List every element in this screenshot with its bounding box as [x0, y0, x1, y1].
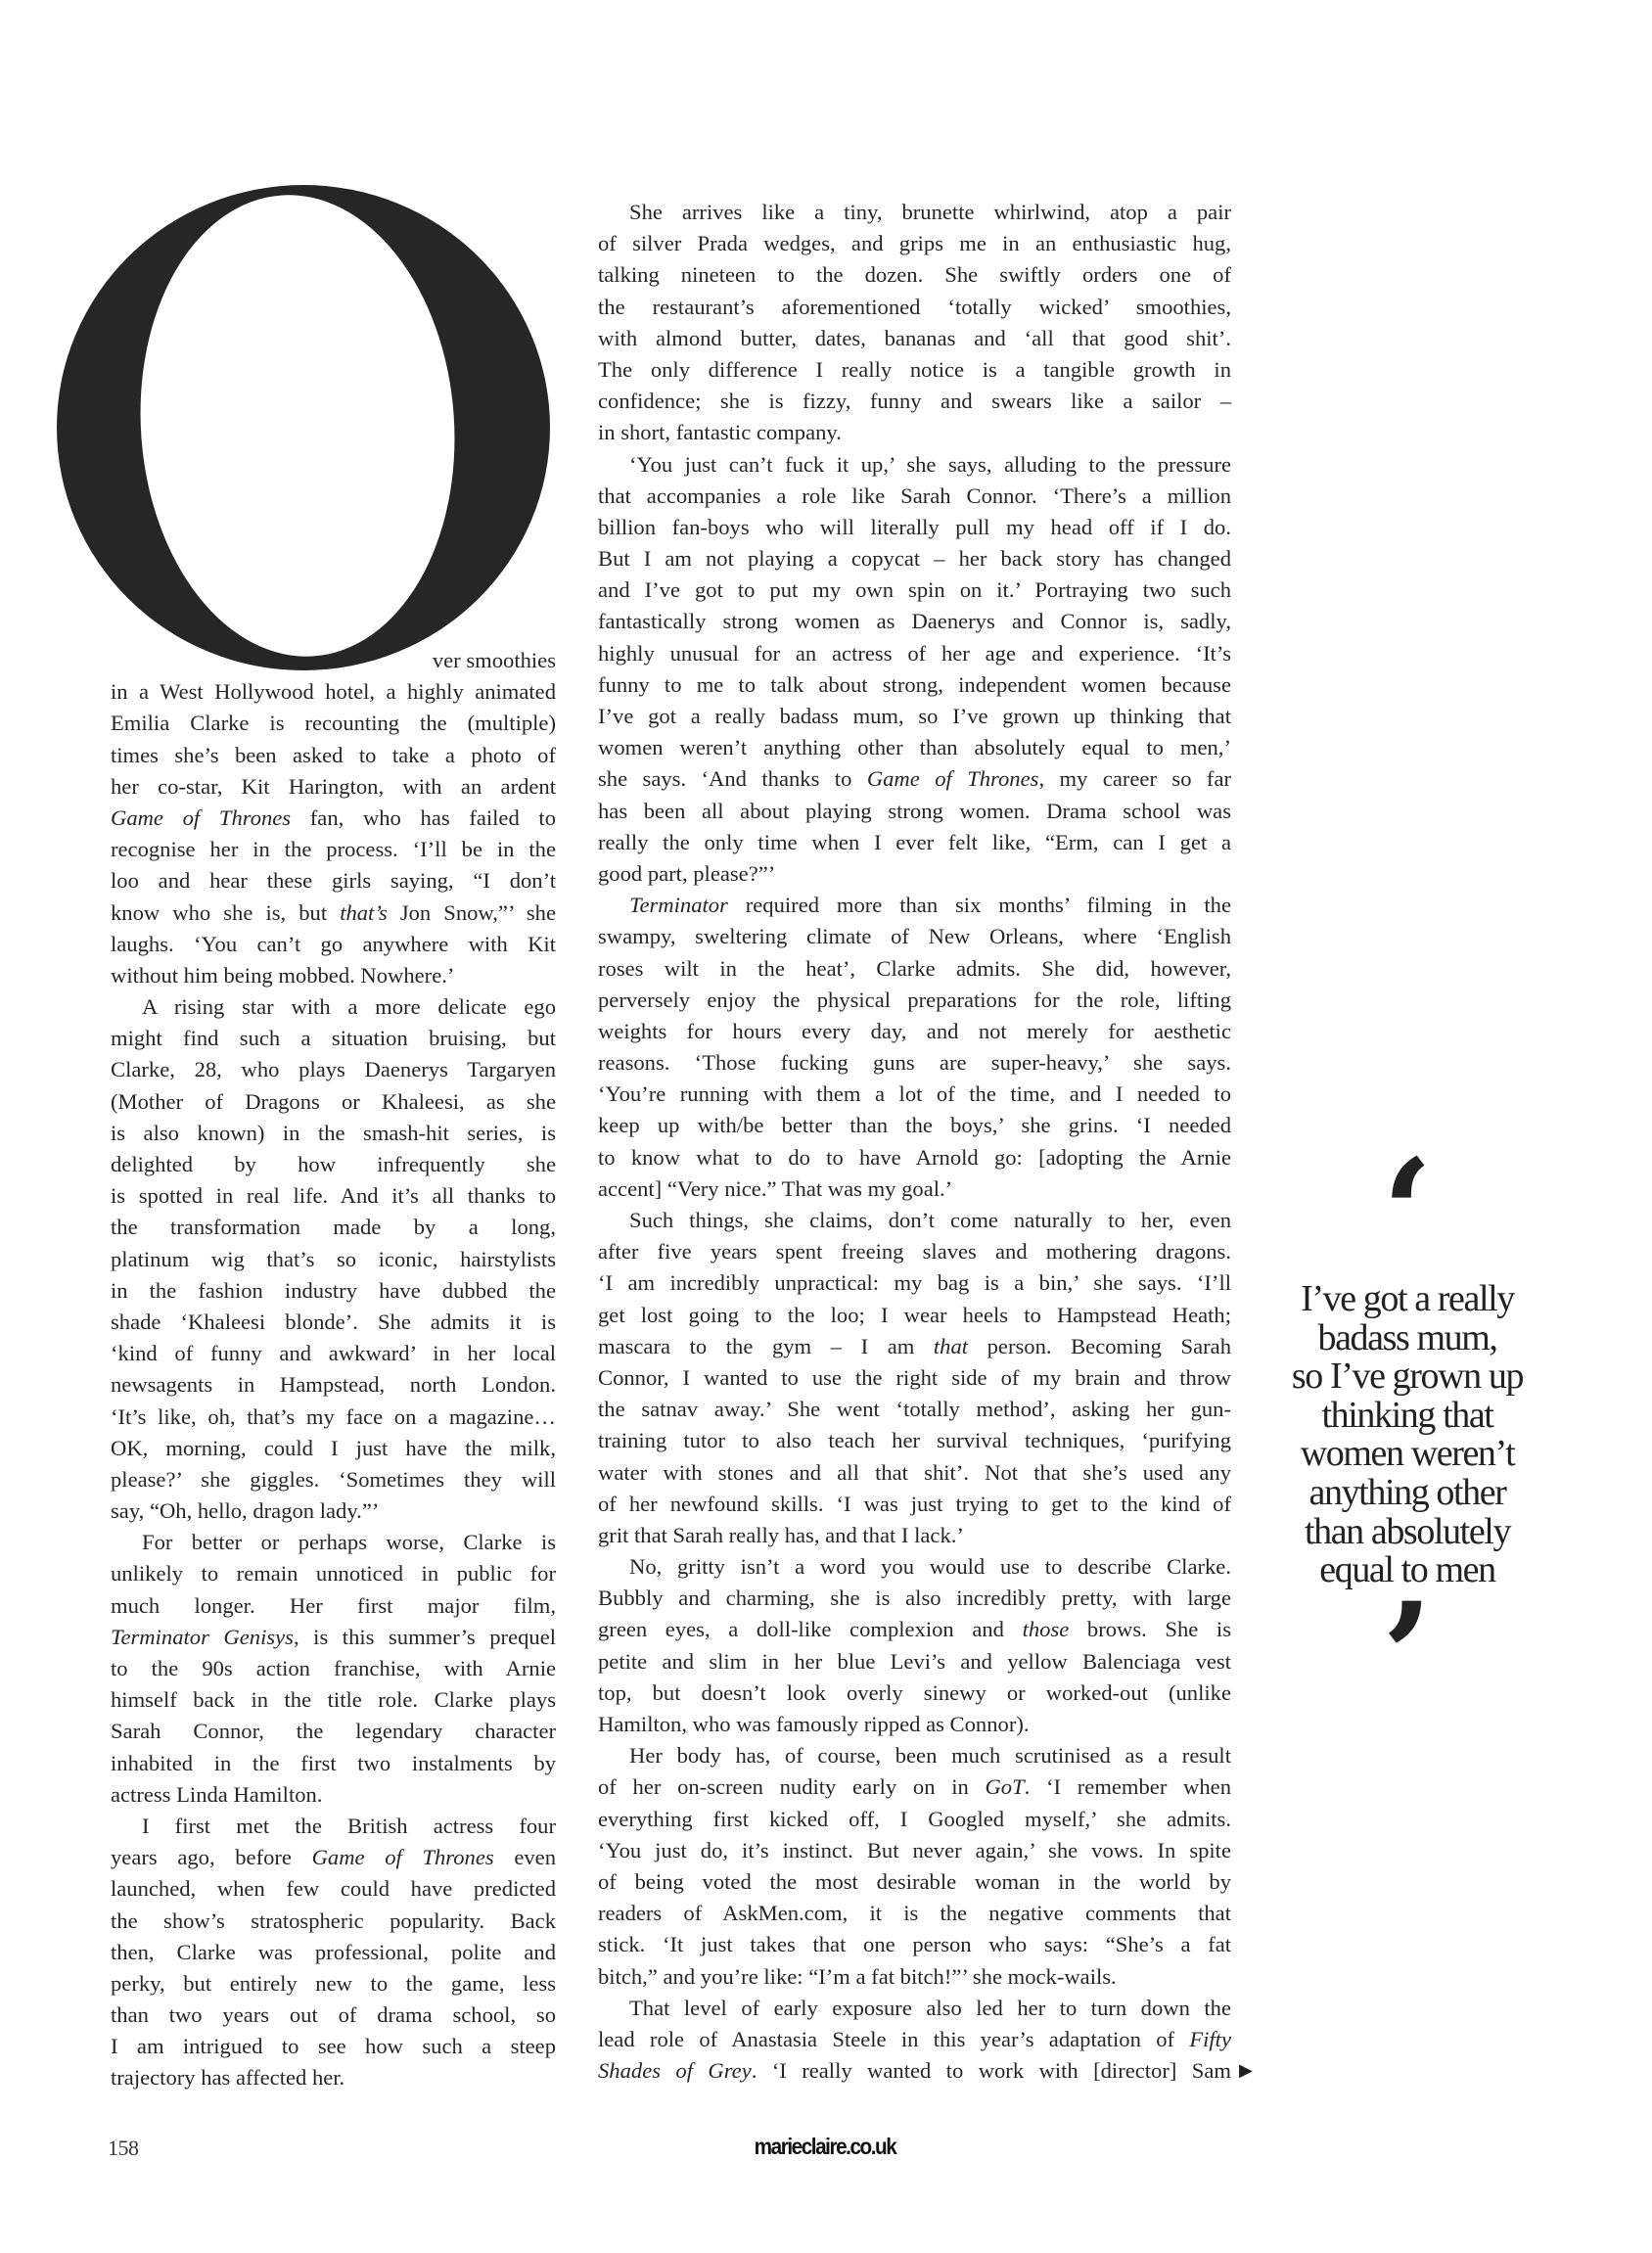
text-segment: she says. ‘And thanks to	[598, 766, 867, 792]
text-segment: I am intrigued to see how such a steep	[111, 2034, 556, 2059]
text-segment: For better or perhaps worse, Clarke is	[142, 1530, 556, 1555]
text-line	[598, 1331, 1231, 1362]
text-segment: with almond butter, dates, bananas and ‘all that good shit’.	[598, 325, 1231, 350]
text-segment: bitch,” and you’re like: “I’m a fat bitch!”’ she mock-wails.	[598, 1963, 1117, 1989]
text-line	[111, 1842, 556, 1873]
text-segment: , is this summer’s prequel	[293, 1624, 557, 1649]
text-line	[111, 1558, 556, 1589]
text-segment: say, “Oh, hello, dragon lady.”’	[111, 1498, 380, 1524]
text-segment: ‘You just can’t fuck it up,’ she says, alluding to the pressure	[629, 451, 1231, 477]
text-segment: perversely enjoy the physical preparations for the role, lifting	[598, 987, 1231, 1012]
pull-quote-line: women weren’t	[1300, 1433, 1515, 1475]
text-segment: in the fashion industry have dubbed the	[111, 1277, 556, 1303]
text-segment: and I’ve got to put my own spin on it.’ Portraying two such	[598, 577, 1231, 603]
text-segment: without him being mobbed. Nowhere.’	[111, 962, 455, 988]
text-segment: Hamilton, who was famously ripped as Connor).	[598, 1712, 1030, 1736]
page-number: 158	[108, 2136, 139, 2160]
text-segment: highly unusual for an actress of her age and experience. ‘It’s	[598, 640, 1231, 666]
article-column-left	[111, 645, 556, 2094]
text-line	[598, 449, 1231, 481]
text-line	[598, 1709, 1231, 1740]
text-segment: stick. ‘It just takes that one person who says: “She’s a fat	[598, 1932, 1231, 1957]
text-segment: himself back in the title role. Clarke plays	[111, 1687, 556, 1713]
text-line	[598, 417, 1231, 448]
text-segment: Sarah Connor, the legendary character	[111, 1719, 556, 1744]
text-line	[111, 740, 556, 771]
text-line	[598, 1016, 1231, 1047]
text-line	[598, 890, 1231, 921]
text-segment: person. Becoming Sarah	[968, 1333, 1232, 1358]
text-line	[598, 543, 1231, 575]
text-segment: ‘You just do, it’s instinct. But never again,’ she vows. In spite	[598, 1837, 1231, 1862]
paragraph	[598, 1993, 1231, 2088]
text-line	[111, 1086, 556, 1118]
paragraph	[111, 1527, 556, 1811]
text-segment: laughs. ‘You can’t go anywhere with Kit	[111, 931, 556, 956]
text-line	[111, 1937, 556, 1968]
text-line	[111, 929, 556, 960]
text-line	[598, 2024, 1231, 2055]
text-segment: has been all about playing strong women. Drama school was	[598, 798, 1231, 823]
text-line	[598, 827, 1231, 858]
text-line	[598, 1142, 1231, 1173]
italic-text: Shades of Grey	[598, 2058, 752, 2084]
text-line	[111, 1906, 556, 1937]
text-line	[598, 292, 1231, 323]
text-line	[111, 1495, 556, 1527]
text-line	[598, 732, 1231, 763]
pull-quote-line: thinking that	[1321, 1394, 1493, 1436]
text-line	[598, 1835, 1231, 1866]
text-line	[111, 834, 556, 865]
text-line	[598, 2055, 1231, 2087]
text-segment: the show’s stratospheric popularity. Back	[111, 1908, 556, 1933]
text-segment: the transformation made by a long,	[111, 1215, 556, 1240]
text-line	[598, 1425, 1231, 1456]
text-line	[598, 953, 1231, 985]
text-line	[598, 228, 1231, 259]
text-segment: after five years spent freeing slaves and mothering dragons.	[598, 1239, 1231, 1264]
pull-quote-line: anything other	[1308, 1471, 1506, 1513]
text-segment: her co-star, Kit Harington, with an ardent	[111, 773, 556, 799]
text-segment: petite and slim in her blue Levi’s and yellow Balenciaga vest	[598, 1648, 1231, 1674]
text-segment: trajectory has affected her.	[111, 2065, 345, 2091]
text-line	[598, 669, 1231, 701]
text-line	[598, 512, 1231, 543]
text-line	[598, 1771, 1231, 1803]
text-segment: newsagents in Hampstead, north London.	[111, 1372, 556, 1398]
italic-text: Game of Thrones	[311, 1845, 494, 1870]
text-segment: billion fan-boys who will literally pull my head off if I do.	[598, 514, 1231, 539]
pull-quote-line: badass mum,	[1317, 1316, 1497, 1358]
text-line	[111, 1811, 556, 1842]
text-segment: years ago, before	[111, 1845, 312, 1870]
text-line	[598, 1678, 1231, 1709]
text-line	[111, 1748, 556, 1779]
text-line	[111, 1622, 556, 1653]
text-segment: . ‘I really wanted to work with [director] Sam	[751, 2058, 1231, 2084]
text-line	[111, 1527, 556, 1558]
text-segment: readers of AskMen.com, it is the negative comments that	[598, 1901, 1231, 1926]
text-segment: unlikely to remain unnoticed in public for	[111, 1561, 556, 1586]
pull-quote-text	[1261, 1280, 1554, 1590]
text-line	[598, 701, 1231, 732]
text-segment: fan, who has failed to	[291, 805, 556, 830]
text-line	[598, 1551, 1231, 1583]
text-line	[598, 638, 1231, 669]
text-segment: roses wilt in the heat’, Clarke admits. She did, however,	[598, 955, 1231, 981]
text-segment: might find such a situation bruising, but	[111, 1026, 556, 1051]
text-segment: ‘kind of funny and awkward’ in her local	[111, 1341, 556, 1366]
text-segment: please?’ she giggles. ‘Sometimes they will	[111, 1466, 556, 1492]
text-segment: No, gritty isn’t a word you would use to describe Clarke.	[629, 1554, 1231, 1580]
text-segment: know who she is, but	[111, 899, 341, 925]
text-segment: of her on-screen nudity early on in	[598, 1774, 986, 1800]
text-segment: ver smoothies	[432, 648, 556, 672]
text-segment: the satnav away.’ She went ‘totally method’, asking her gun-	[598, 1397, 1231, 1422]
text-segment: everything first kicked off, I Googled myself,’ she admits.	[598, 1806, 1231, 1831]
text-segment: really the only time when I ever felt like, “Erm, can I get a	[598, 829, 1231, 854]
text-line	[598, 323, 1231, 354]
text-line	[111, 1464, 556, 1495]
text-segment: fantastically strong women as Daenerys and Connor is, sadly,	[598, 609, 1231, 634]
text-line	[598, 1866, 1231, 1898]
text-line	[111, 1275, 556, 1307]
text-segment: I first met the British actress four	[142, 1813, 556, 1838]
text-line	[598, 1489, 1231, 1520]
text-line	[598, 1646, 1231, 1678]
text-segment: shade ‘Khaleesi blonde’. She admits it is	[111, 1309, 556, 1334]
paragraph	[111, 991, 556, 1527]
text-line	[111, 991, 556, 1023]
text-line	[111, 1118, 556, 1149]
text-segment: Jon Snow,”’ she	[387, 899, 556, 925]
italic-text: Terminator	[629, 893, 728, 918]
text-segment: brows. She is	[1069, 1617, 1232, 1642]
text-segment: top, but doesn’t look overly sinewy or worked-out (unlike	[598, 1679, 1231, 1705]
text-segment: accent] “Very nice.” That was my goal.’	[598, 1175, 953, 1201]
text-segment: launched, when few could have predicted	[111, 1876, 556, 1902]
close-quote-mark-icon: ’	[1381, 1570, 1434, 1743]
italic-text: Fifty	[1189, 2026, 1231, 2051]
italic-text: that	[933, 1333, 969, 1358]
text-line	[111, 771, 556, 803]
text-line	[598, 575, 1231, 606]
text-line	[111, 1716, 556, 1747]
text-segment: even	[493, 1845, 556, 1870]
text-segment: to the 90s action franchise, with Arnie	[111, 1656, 556, 1680]
text-line	[598, 985, 1231, 1016]
text-line	[111, 897, 556, 929]
text-segment: training tutor to also teach her survival techniques, ‘purifying	[598, 1428, 1231, 1453]
text-line	[111, 708, 556, 739]
text-line	[598, 1993, 1231, 2024]
text-segment: , my career so far	[1038, 766, 1231, 792]
text-segment: in short, fantastic company.	[598, 420, 842, 445]
text-line	[111, 2031, 556, 2062]
text-segment: the restaurant’s aforementioned ‘totally wicked’ smoothies,	[598, 294, 1231, 319]
text-segment: OK, morning, could I just have the milk,	[111, 1435, 556, 1460]
text-line	[598, 1929, 1231, 1960]
text-line	[111, 1779, 556, 1811]
text-line	[598, 197, 1231, 228]
text-segment: ‘It’s like, oh, that’s my face on a magazine…	[111, 1403, 556, 1429]
text-segment: of being voted the most desirable woman in the world by	[598, 1868, 1231, 1894]
paragraph	[598, 890, 1231, 1205]
paragraph	[598, 449, 1231, 891]
text-segment: perky, but entirely new to the game, less	[111, 1970, 556, 1996]
text-line	[111, 1307, 556, 1338]
text-line	[111, 1023, 556, 1054]
text-segment: grit that Sarah really has, and that I lack.’	[598, 1522, 964, 1547]
text-segment: funny to me to talk about strong, independent women because	[598, 671, 1231, 697]
paragraph	[111, 645, 556, 991]
text-line	[598, 1804, 1231, 1835]
text-line	[598, 1898, 1231, 1929]
text-segment: weights for hours every day, and not merely for aesthetic	[598, 1018, 1231, 1043]
text-line	[111, 1244, 556, 1275]
italic-text: Game of Thrones	[111, 805, 292, 830]
italic-text: Game of Thrones	[866, 766, 1039, 792]
pull-quote-line: so I’ve grown up	[1291, 1356, 1524, 1398]
text-segment: . ‘I remember when	[1024, 1774, 1231, 1800]
text-line	[111, 1590, 556, 1622]
text-segment: actress Linda Hamilton.	[111, 1781, 323, 1807]
text-segment: in a West Hollywood hotel, a highly animated	[111, 679, 556, 705]
pull-quote-line: than absolutely	[1304, 1510, 1511, 1552]
text-line	[598, 1614, 1231, 1645]
text-line	[111, 2000, 556, 2031]
paragraph	[598, 197, 1231, 449]
text-line	[598, 1300, 1231, 1331]
continue-arrow-icon: ▶	[1239, 2060, 1253, 2080]
text-line	[598, 1267, 1231, 1299]
text-line	[598, 858, 1231, 890]
text-segment: than two years out of drama school, so	[111, 2002, 556, 2028]
text-segment: talking nineteen to the dozen. She swiftly orders one of	[598, 262, 1231, 288]
text-line	[598, 1079, 1231, 1110]
text-segment: swampy, sweltering climate of New Orleans, where ‘English	[598, 924, 1231, 949]
italic-text: that’s	[340, 899, 388, 925]
text-segment: But I am not playing a copycat – her back story has changed	[598, 546, 1231, 572]
text-line	[111, 676, 556, 708]
text-line	[111, 803, 556, 834]
text-segment: loo and hear these girls saying, “I don’t	[111, 868, 556, 894]
text-segment: confidence; she is fizzy, funny and swears like a sailor –	[598, 389, 1231, 414]
drop-cap-letter-o	[53, 182, 554, 673]
text-segment: Emilia Clarke is recounting the (multiple)	[111, 711, 556, 736]
text-line	[111, 645, 556, 676]
text-line	[598, 1740, 1231, 1771]
text-segment: (Mother of Dragons or Khaleesi, as she	[111, 1088, 556, 1114]
text-segment: lead role of Anastasia Steele in this year’s adaptation of	[598, 2026, 1190, 2051]
text-line	[111, 865, 556, 897]
text-line	[598, 259, 1231, 291]
text-segment: much longer. Her first major film,	[111, 1592, 556, 1618]
text-segment: that accompanies a role like Sarah Connor. ‘There’s a million	[598, 483, 1231, 508]
text-line	[598, 1961, 1231, 1993]
text-line	[111, 960, 556, 991]
text-segment: Connor, I wanted to use the right side of my brain and throw	[598, 1364, 1231, 1390]
text-segment: recognise her in the process. ‘I’ll be in the	[111, 837, 556, 862]
italic-text: those	[1022, 1617, 1070, 1642]
text-line	[598, 1362, 1231, 1394]
italic-text: Terminator Genisys	[111, 1624, 294, 1649]
text-segment: get lost going to the loo; I wear heels to Hampstead Heath;	[598, 1302, 1231, 1327]
text-segment: The only difference I really notice is a tangible growth in	[598, 356, 1231, 382]
text-segment: Bubbly and charming, she is also incredibly pretty, with large	[598, 1586, 1231, 1611]
text-line	[598, 921, 1231, 952]
text-segment: green eyes, a doll-like complexion and	[598, 1617, 1023, 1642]
text-segment: then, Clarke was professional, polite and	[111, 1939, 556, 1964]
text-line	[598, 1394, 1231, 1425]
text-line	[111, 1149, 556, 1180]
text-segment: required more than six months’ filming in the	[727, 893, 1231, 918]
text-segment: She arrives like a tiny, brunette whirlwind, atop a pair	[629, 200, 1231, 224]
text-segment: of her newfound skills. ‘I was just trying to get to the kind of	[598, 1491, 1231, 1516]
text-segment: delighted by how infrequently she	[111, 1152, 556, 1176]
text-line	[598, 481, 1231, 512]
italic-text: GoT	[985, 1774, 1025, 1800]
text-segment: ‘I am incredibly unpractical: my bag is a bin,’ she says. ‘I’ll	[598, 1270, 1231, 1296]
text-segment: keep up with/be better than the boys,’ she grins. ‘I needed	[598, 1113, 1231, 1138]
paragraph	[598, 1551, 1231, 1740]
text-segment: platinum wig that’s so iconic, hairstylists	[111, 1246, 556, 1271]
text-line	[598, 796, 1231, 827]
text-segment: Clarke, 28, who plays Daenerys Targaryen	[111, 1057, 556, 1082]
text-segment: A rising star with a more delicate ego	[142, 994, 556, 1020]
text-segment: of silver Prada wedges, and grips me in an enthusiastic hug,	[598, 231, 1231, 256]
text-line	[598, 386, 1231, 417]
article-column-middle	[598, 197, 1231, 2087]
text-line	[111, 1968, 556, 2000]
text-segment: reasons. ‘Those fucking guns are super-heavy,’ she says.	[598, 1050, 1231, 1076]
text-segment: Her body has, of course, been much scrutinised as a result	[629, 1743, 1231, 1769]
text-line	[598, 1047, 1231, 1079]
text-segment: That level of early exposure also led her to turn down the	[629, 1995, 1231, 2020]
text-line	[598, 354, 1231, 386]
text-line	[111, 1402, 556, 1433]
pull-quote	[1261, 1127, 1554, 1743]
text-segment: I’ve got a really badass mum, so I’ve grown up thinking that	[598, 704, 1231, 728]
text-line	[111, 1180, 556, 1212]
text-line	[598, 606, 1231, 637]
pull-quote-line: equal to men	[1319, 1549, 1495, 1591]
text-line	[111, 1873, 556, 1905]
text-segment: is spotted in real life. And it’s all thanks to	[111, 1183, 556, 1209]
paragraph	[111, 1811, 556, 2094]
pull-quote-line: I’ve got a really	[1301, 1278, 1514, 1319]
text-line	[598, 1205, 1231, 1236]
text-segment: is also known) in the smash-hit series, is	[111, 1120, 556, 1145]
text-line	[598, 1583, 1231, 1614]
text-segment: mascara to the gym – I am	[598, 1333, 934, 1358]
text-line	[598, 1236, 1231, 1267]
text-line	[111, 1338, 556, 1369]
text-line	[111, 1369, 556, 1401]
text-segment: water with stones and all that shit’. Not that she’s used any	[598, 1459, 1231, 1485]
site-url: marieclaire.co.uk	[754, 2134, 896, 2159]
text-line	[111, 1433, 556, 1464]
text-line	[598, 1520, 1231, 1551]
text-line	[598, 1110, 1231, 1141]
text-line	[598, 763, 1231, 795]
text-line	[111, 2062, 556, 2093]
text-segment: to know what to do to have Arnold go: [adopting the Arnie	[598, 1144, 1231, 1170]
text-segment: times she’s been asked to take a photo of	[111, 742, 556, 767]
text-line	[111, 1212, 556, 1243]
text-segment: Such things, she claims, don’t come naturally to her, even	[629, 1208, 1231, 1232]
text-segment: ‘You’re running with them a lot of the time, and I needed to	[598, 1081, 1231, 1107]
text-line	[598, 1173, 1231, 1205]
text-line	[111, 1684, 556, 1716]
open-quote-mark-icon: ‘	[1381, 1127, 1434, 1300]
paragraph	[598, 1740, 1231, 1993]
paragraph	[598, 1205, 1231, 1551]
text-line	[598, 1457, 1231, 1489]
text-segment: women weren’t anything other than absolutely equal to men,’	[598, 735, 1231, 760]
text-line	[111, 1054, 556, 1085]
text-segment: inhabited in the first two instalments by	[111, 1750, 556, 1775]
text-line	[111, 1653, 556, 1684]
text-segment: good part, please?”’	[598, 860, 776, 886]
